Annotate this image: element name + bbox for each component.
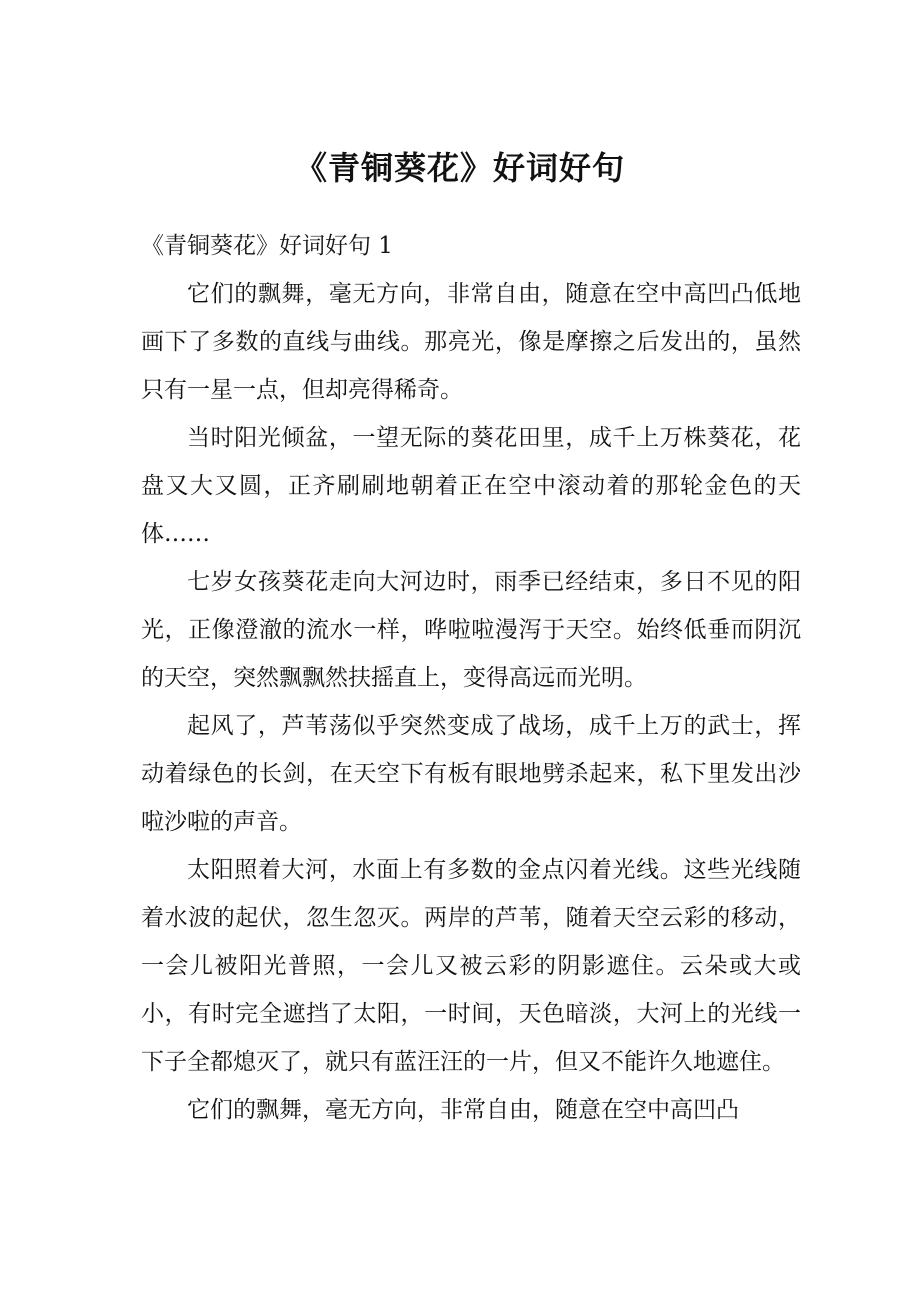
paragraph-5: 太阳照着大河，水面上有多数的金点闪着光线。这些光线随着水波的起伏，忽生忽灭。两岸的芦苇，随着天空云彩的移动，一会儿被阳光普照，一会儿又被云彩的阴影遮住。云朵或大或小，有时完全遮挡了太阳，一时间，天色暗淡，大河上的光线一下子全都熄灭了，就只有蓝汪汪的一片，但又不能许久地遮住。 — [141, 857, 801, 1075]
paragraph-3: 七岁女孩葵花走向大河边时，雨季已经结束，多日不见的阳光，正像澄澈的流水一样，哗啦啦漫泻于天空。始终低垂而阴沉的天空，突然飘飘然扶摇直上，变得高远而光明。 — [141, 569, 801, 691]
paragraph-1: 它们的飘舞，毫无方向，非常自由，随意在空中高凹凸低地画下了多数的直线与曲线。那亮光，像是摩擦之后发出的，虽然只有一星一点，但却亮得稀奇。 — [141, 281, 801, 403]
document-title: 《青铜葵花》好词好句 — [294, 149, 625, 187]
section-heading: 《青铜葵花》好词好句 1 — [141, 233, 393, 259]
document-body — [141, 222, 801, 1134]
paragraph-4: 起风了，芦苇荡似乎突然变成了战场，成千上万的武士，挥动着绿色的长剑，在天空下有板有眼地劈杀起来，私下里发出沙啦沙啦的声音。 — [141, 713, 801, 835]
paragraph-6: 它们的飘舞，毫无方向，非常自由，随意在空中高凹凸 — [187, 1097, 739, 1123]
paragraph-2: 当时阳光倾盆，一望无际的葵花田里，成千上万株葵花，花盘又大又圆，正齐刷刷地朝着正在空中滚动着的那轮金色的天体…… — [141, 425, 801, 547]
